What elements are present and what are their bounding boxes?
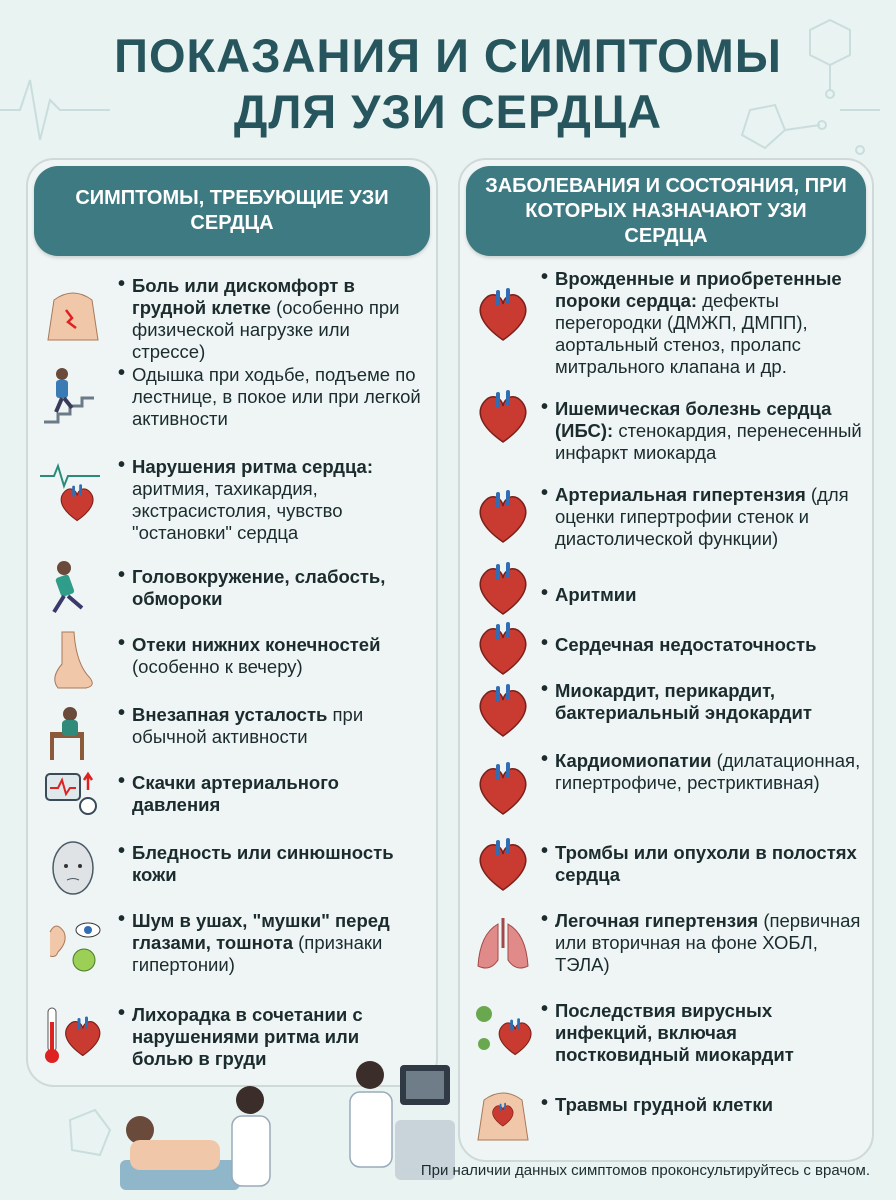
heart-thrombus-icon [470, 832, 536, 898]
right-item-9: Легочная гипертензия (первичная или вторичная на фоне ХОБЛ, ТЭЛА) [555, 910, 861, 975]
bullet: • [118, 273, 126, 295]
shortness-of-breath-icon [40, 362, 106, 428]
arrhythmia-heart-icon [470, 556, 536, 622]
heart-failure-icon [470, 616, 536, 682]
left-item-3: Нарушения ритма сердца: аритмия, тахикардия, экстрасистолия, чувство "остановки" сердца [132, 456, 373, 543]
heart-rhythm-icon [40, 458, 106, 524]
lungs-icon [470, 914, 536, 980]
bullet: • [541, 678, 549, 700]
chest-trauma-icon [470, 1080, 536, 1146]
bullet: • [541, 632, 549, 654]
hypertension-heart-icon [470, 484, 536, 550]
blood-pressure-icon [40, 766, 106, 832]
conditions-heading: ЗАБОЛЕВАНИЯ И СОСТОЯНИЯ, ПРИ КОТОРЫХ НАЗНАЧАЮТ УЗИ СЕРДЦА [466, 166, 866, 256]
right-item-8: Тромбы или опухоли в полостях сердца [555, 842, 857, 885]
fever-heart-icon [40, 1002, 106, 1068]
ischemic-heart-icon [470, 384, 536, 450]
left-item-5: Отеки нижних конечностей (особенно к вечеру) [132, 634, 381, 677]
right-item-11: Травмы грудной клетки [555, 1094, 773, 1115]
bullet: • [541, 582, 549, 604]
bullet: • [118, 908, 126, 930]
cardiomyopathy-icon [470, 756, 536, 822]
right-item-5: Сердечная недостаточность [555, 634, 817, 655]
swollen-leg-icon [40, 628, 106, 694]
bullet: • [118, 362, 126, 384]
bullet: • [118, 840, 126, 862]
left-item-4: Головокружение, слабость, обмороки [132, 566, 386, 609]
pale-face-icon [40, 836, 106, 902]
bullet: • [541, 908, 549, 930]
right-item-7: Кардиомиопатии (дилатационная, гипертрофиче, рестриктивная) [555, 750, 861, 793]
bullet: • [118, 564, 126, 586]
left-item-9: Шум в ушах, "мушки" перед глазами, тошнота (признаки гипертонии) [132, 910, 390, 975]
right-item-10: Последствия вирусных инфекций, включая постковидный миокардит [555, 1000, 794, 1065]
title-line-2: ДЛЯ УЗИ СЕРДЦА [233, 85, 663, 138]
left-item-2: Одышка при ходьбе, подъеме по лестнице, в покое или при легкой активности [132, 364, 421, 429]
left-item-6: Внезапная усталость при обычной активности [132, 704, 364, 747]
title-line-1: ПОКАЗАНИЯ И СИМПТОМЫ [114, 29, 782, 82]
symptoms-heading: СИМПТОМЫ, ТРЕБУЮЩИЕ УЗИ СЕРДЦА [34, 166, 430, 256]
bullet: • [541, 748, 549, 770]
left-item-10: Лихорадка в сочетании с нарушениями ритма или болью в груди [132, 1004, 363, 1069]
fatigue-icon [40, 702, 106, 768]
bullet: • [541, 998, 549, 1020]
right-item-6: Миокардит, перикардит, бактериальный эндокардит [555, 680, 812, 723]
footer-note: При наличии данных симптомов проконсультируйтесь с врачом. [420, 1162, 870, 1179]
bullet: • [118, 632, 126, 654]
bullet: • [118, 770, 126, 792]
bullet: • [118, 702, 126, 724]
left-item-8: Бледность или синюшность кожи [132, 842, 394, 885]
left-item-7: Скачки артериального давления [132, 772, 339, 815]
virus-heart-icon [470, 1000, 536, 1066]
dizziness-icon [40, 556, 106, 622]
right-item-4: Аритмии [555, 584, 637, 605]
ultrasound-exam-illustration [100, 1060, 460, 1200]
bullet: • [541, 482, 549, 504]
right-item-2: Ишемическая болезнь сердца (ИБС): стенокардия, перенесенный инфаркт миокарда [555, 398, 862, 463]
bullet: • [541, 1092, 549, 1114]
chest-pain-icon [40, 280, 106, 346]
bullet: • [541, 396, 549, 418]
bullet: • [118, 454, 126, 476]
bullet: • [118, 1002, 126, 1024]
right-item-1: Врожденные и приобретенные пороки сердца: дефекты перегородки (ДМЖП, ДМПП), аортальный стеноз, пролапс митрального клапана и др. [555, 268, 842, 377]
tinnitus-icon [40, 912, 106, 978]
bullet: • [541, 840, 549, 862]
myocarditis-heart-icon [470, 678, 536, 744]
page-title [0, 28, 896, 140]
left-item-1: Боль или дискомфорт в грудной клетке (особенно при физической нагрузке или стрессе) [132, 275, 400, 362]
right-item-3: Артериальная гипертензия (для оценки гипертрофии стенок и диастолической функции) [555, 484, 849, 549]
bullet: • [541, 266, 549, 288]
heart-defect-icon [470, 282, 536, 348]
